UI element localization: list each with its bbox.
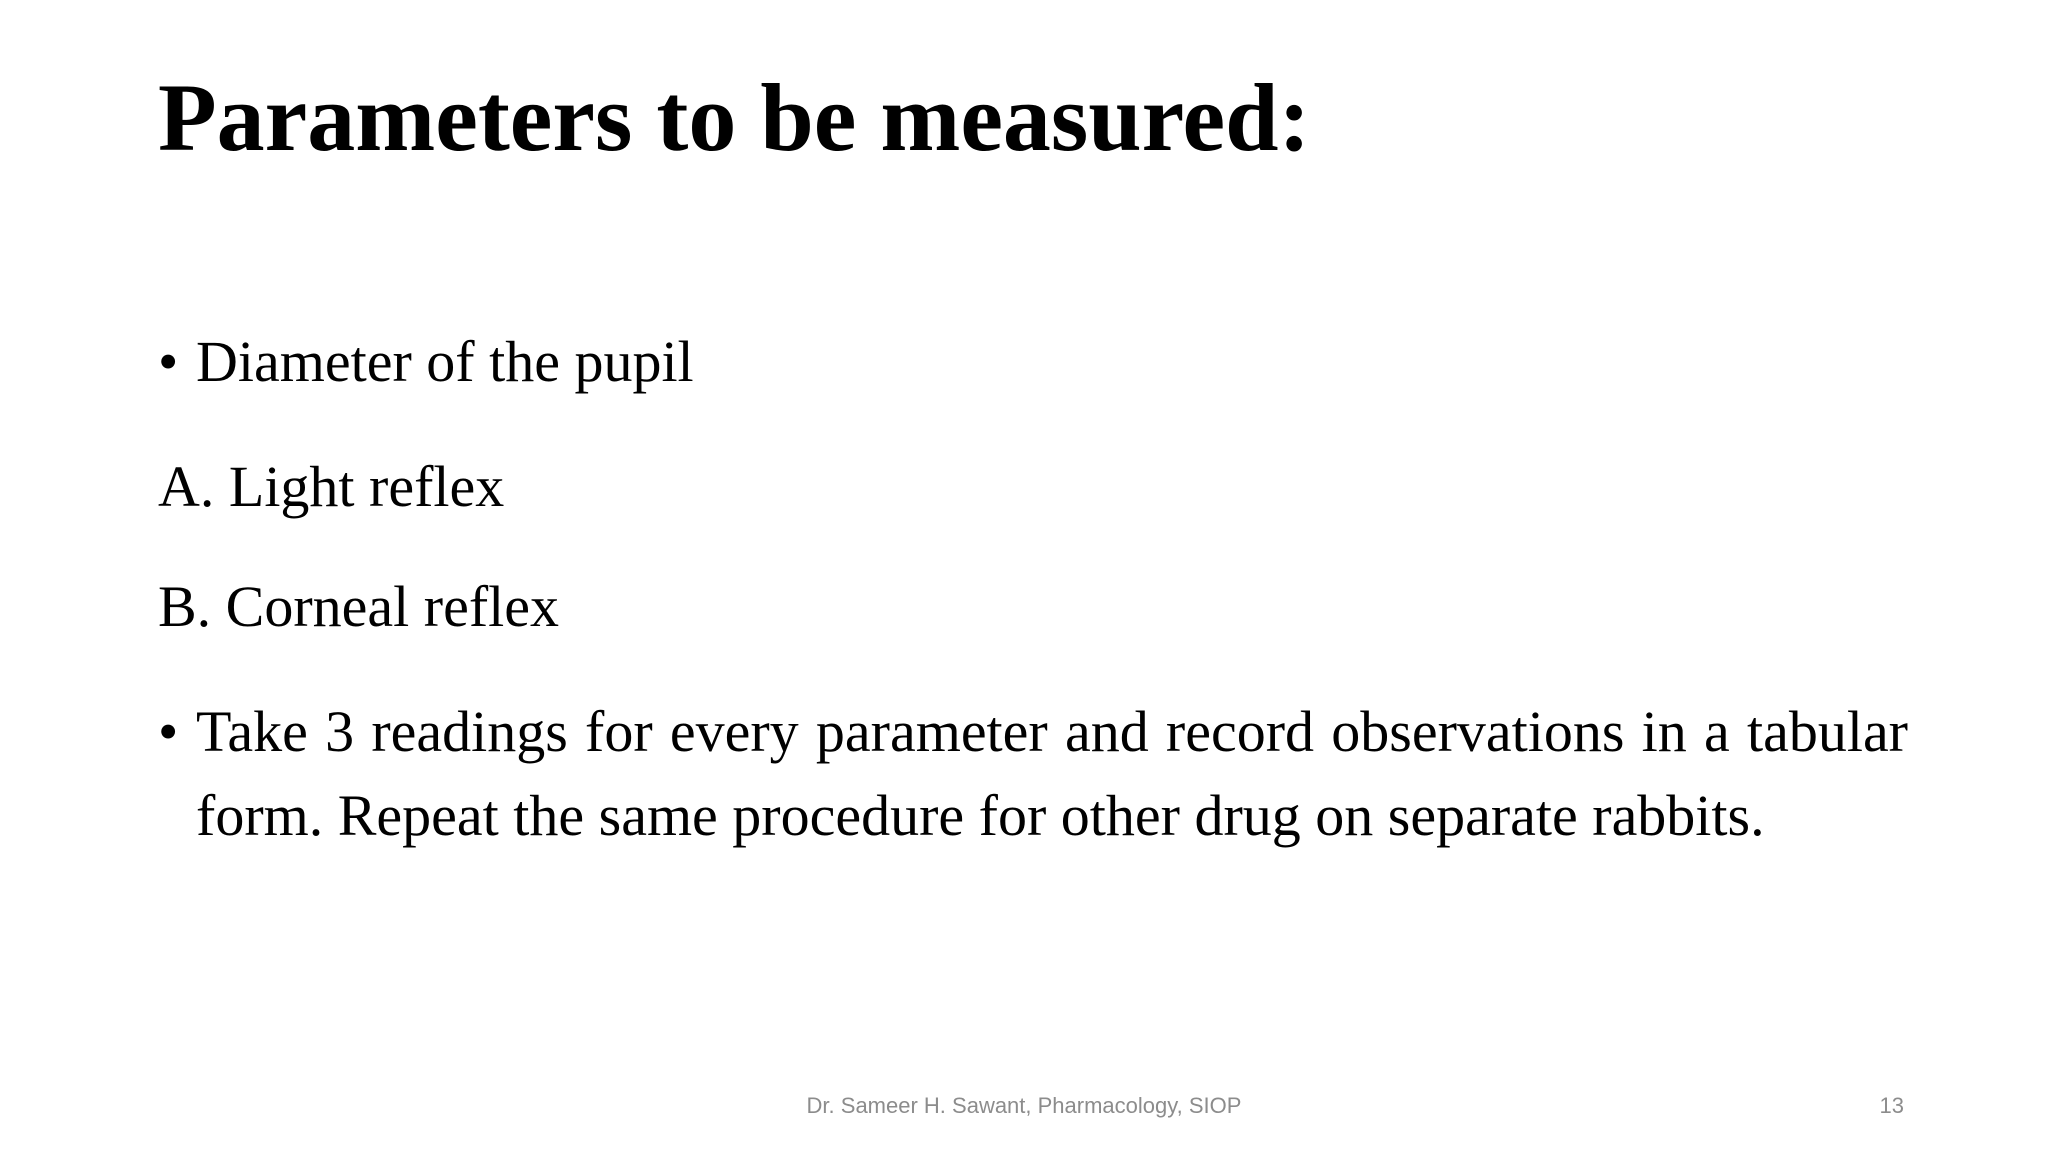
list-item-corneal-reflex: B. Corneal reflex	[158, 574, 560, 639]
bullet-item-pupil-diameter	[158, 320, 694, 404]
bullet-text: Take 3 readings for every parameter and record observations in a tabular form. Repeat the same procedure for other drug on separate rabbits.	[196, 699, 1908, 848]
footer-author: Dr. Sameer H. Sawant, Pharmacology, SIOP	[806, 1093, 1242, 1118]
bullet-item-readings	[158, 690, 1908, 858]
bullet-text: Diameter of the pupil	[196, 329, 694, 394]
bullet-dot-icon: •	[158, 699, 179, 764]
list-item-light-reflex: A. Light reflex	[158, 454, 505, 519]
slide-title: Parameters to be measured:	[158, 64, 1311, 171]
bullet-dot-icon: •	[158, 329, 179, 394]
page-number: 13	[1879, 1093, 1904, 1118]
